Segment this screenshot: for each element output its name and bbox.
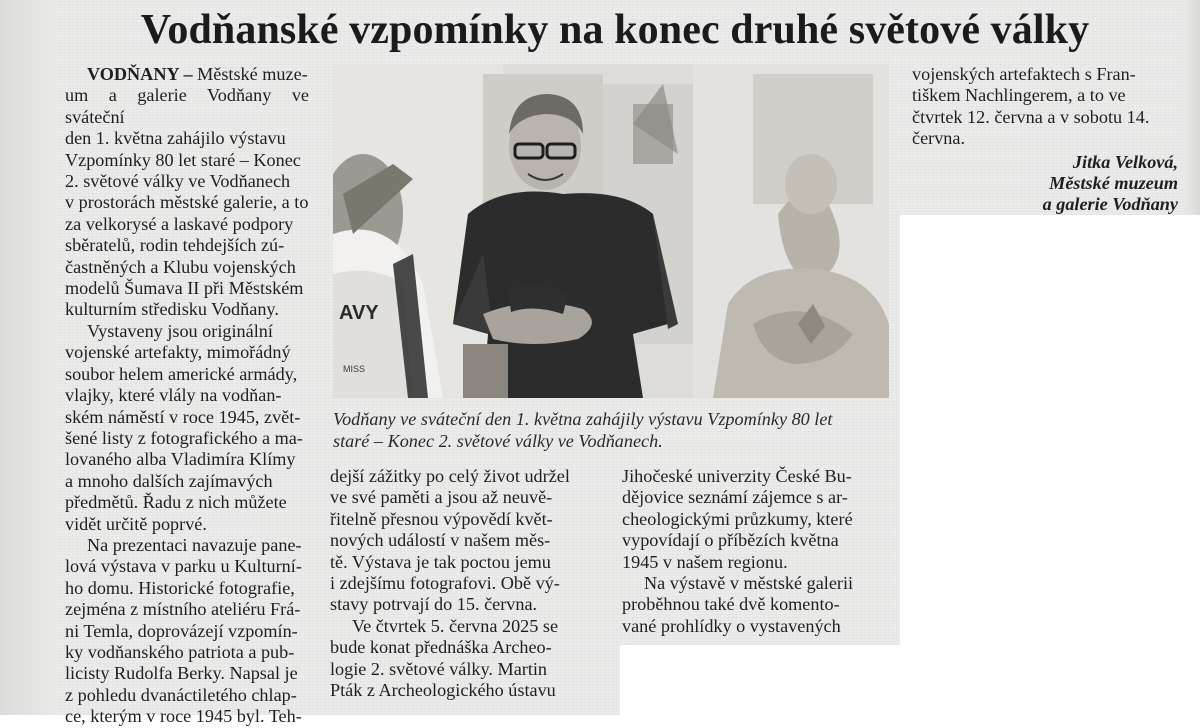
text-line: ském náměstí v roce 1945, zvět- (65, 406, 301, 427)
paragraph-2 (65, 321, 309, 535)
text-line: častněných a Klubu vojenských (65, 256, 296, 277)
text-line: ky vodňanského patriota a pub- (65, 641, 295, 662)
text-line: Ve čtvrtek 5. června 2025 se (352, 615, 559, 636)
text-line: a mnoho dalších zajímavých (65, 470, 273, 491)
text-line: tiškem Nachlingerem, a to ve (912, 85, 1126, 106)
adjacent-column-edge (0, 0, 58, 715)
text-line: cheologickými průzkumy, které (622, 508, 853, 529)
text-line: lová výstava v parku u Kulturní- (65, 556, 302, 577)
text-line: vidět určitě poprvé. (65, 513, 207, 534)
text-line: čtvrtek 12. června a v sobotu 14. (912, 106, 1150, 127)
text-line: modelů Šumava II při Městském (65, 278, 304, 299)
column-3 (622, 466, 889, 637)
text-line: vlajky, které vlály na vodňan- (65, 385, 282, 406)
text-line: stavy potrvají do 15. června. (330, 594, 538, 615)
paragraph-continued (330, 466, 592, 616)
text-line: Vystaveny jsou originální (87, 320, 273, 341)
paragraph-tours (622, 573, 889, 637)
text-line: zejména z místního ateliéru Frá- (65, 599, 301, 620)
text-line: 2. světové války ve Vodňanech (65, 171, 291, 192)
text-line: dejší zážitky po celý život udržel (330, 466, 570, 486)
text-line: soubor helem americké armády, (65, 363, 298, 384)
text-line: nových událostí v našem měs- (330, 530, 551, 551)
text-line: Na prezentaci navazuje pane- (87, 534, 302, 555)
text-line: proběhnou také dvě komento- (622, 594, 840, 615)
text-line: vojenských artefaktech s Fran- (912, 64, 1136, 84)
text-line: za velkorysé a laskavé podpory (65, 213, 294, 234)
column-4 (912, 64, 1178, 216)
tshirt-small-text: MISS (343, 364, 366, 374)
caption-line: Vodňany ve sváteční den 1. května zahájily výstavu Vzpomínky 80 let (333, 409, 833, 429)
text-line: logie 2. světové války. Martin (330, 658, 548, 679)
text-line: Městské muze- (197, 64, 308, 84)
paragraph-continued (622, 466, 889, 573)
text-line: vojenské artefakty, mimořádný (65, 342, 291, 363)
paragraph-1 (65, 64, 309, 321)
text-line: šené listy z fotografického a ma- (65, 427, 303, 448)
signature-line: a galerie Vodňany (1042, 194, 1178, 215)
text-line: ho domu. Historické fotografie, (65, 577, 295, 598)
text-line: předmětů. Řadu z nich můžete (65, 492, 287, 513)
text-line: kulturním středisku Vodňany. (65, 299, 279, 320)
text-line: lovaného alba Vladimíra Klímy (65, 449, 296, 470)
text-line: vané prohlídky o vystavených (622, 615, 841, 636)
text-line: řitelně přesnou výpovědí květ- (330, 508, 553, 529)
signature-line: Jitka Velková, (1072, 151, 1178, 172)
text-line: ce, kterým v roce 1945 byl. Teh- (65, 706, 302, 727)
text-line: ni Temla, doprovázejí vzpomín- (65, 620, 298, 641)
dateline: VODŇANY – (87, 64, 193, 84)
photo-illustration (333, 64, 889, 398)
text-line: dějovice seznámí zájemce s ar- (622, 487, 848, 508)
text-line: licisty Rudolfa Berky. Napsal je (65, 663, 298, 684)
text-line: bude konat přednáška Archeo- (330, 637, 552, 658)
article-headline: Vodňanské vzpomínky na konec druhé světové války (140, 7, 1090, 53)
signature-line: Městské muzeum (1049, 173, 1178, 194)
text-line: června. (912, 128, 966, 149)
paragraph-lecture (330, 616, 592, 702)
text-line: Pták z Archeologického ústavu (330, 680, 556, 701)
adjacent-column-edge-right (1182, 0, 1200, 215)
caption-line: staré – Konec 2. světové války ve Vodňanech. (333, 431, 663, 451)
author-signature (912, 152, 1178, 216)
text-line: Vzpomínky 80 let staré – Konec (65, 149, 301, 170)
column-1 (65, 64, 309, 728)
text-line: 1945 v našem regionu. (622, 551, 788, 572)
text-line: Na výstavě v městské galerii (644, 573, 854, 594)
text-line: sběratelů, rodin tehdejších zú- (65, 235, 285, 256)
text-line: z pohledu dvanáctiletého chlap- (65, 684, 297, 705)
tshirt-print-text: AVY (339, 302, 379, 324)
column-2 (330, 466, 592, 701)
text-line: den 1. května zahájilo výstavu (65, 128, 286, 149)
paragraph-continued (912, 64, 1178, 150)
text-line: ve své paměti a jsou až neuvě- (330, 487, 553, 508)
text-line: um a galerie Vodňany ve sváteční (65, 85, 309, 127)
article-photo (333, 64, 889, 398)
text-line: tě. Výstava je tak poctou jemu (330, 551, 551, 572)
text-line: vypovídají o příbězích května (622, 530, 839, 551)
photo-caption (333, 408, 893, 452)
text-line: i zdejšímu fotografovi. Obě vý- (330, 573, 560, 594)
text-line: v prostorách městské galerie, a to (65, 192, 309, 213)
paragraph-3 (65, 535, 309, 728)
text-line: Jihočeské univerzity České Bu- (622, 466, 852, 486)
